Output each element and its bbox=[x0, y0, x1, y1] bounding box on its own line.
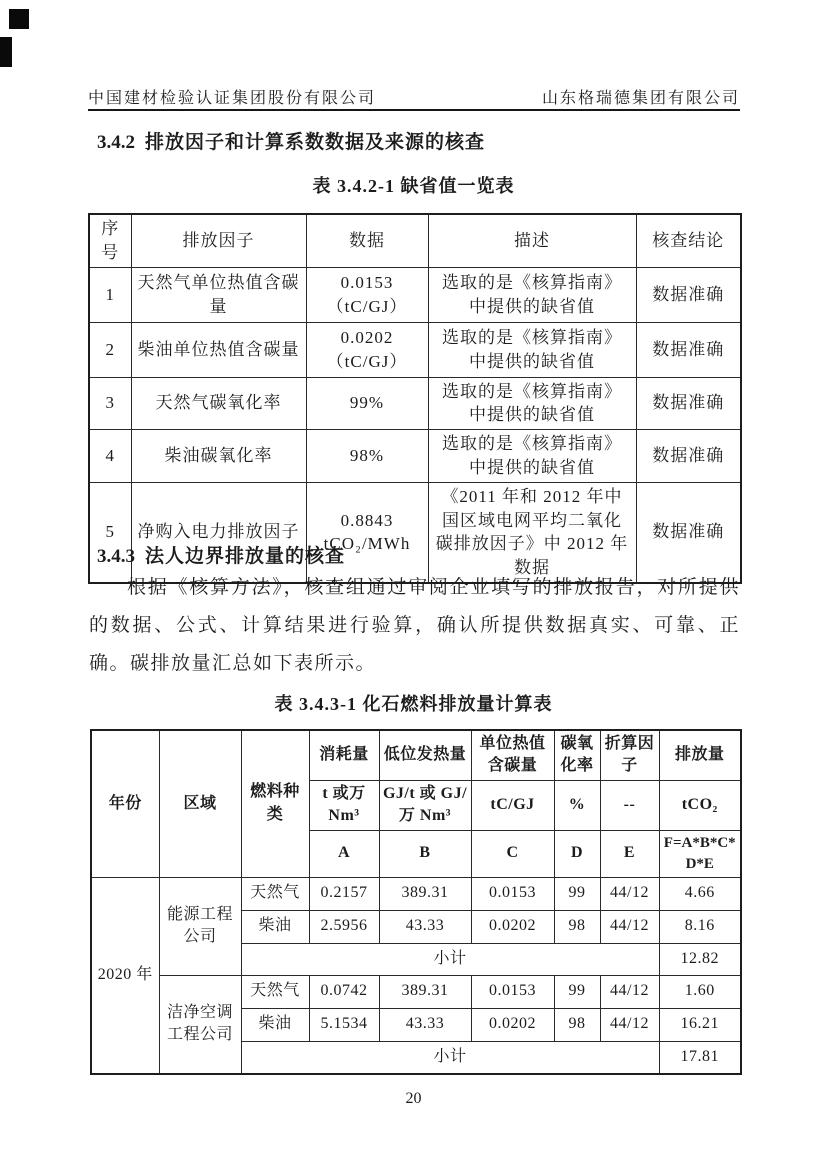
page-number: 20 bbox=[405, 1090, 422, 1107]
section-title: 排放因子和计算系数数据及来源的核查 bbox=[145, 132, 486, 153]
cell-d: 99 bbox=[554, 877, 600, 910]
unit-carbon: tC/GJ bbox=[471, 780, 554, 830]
default-values-table bbox=[88, 213, 742, 584]
unit-ncv: GJ/t 或 GJ/万 Nm³ bbox=[379, 780, 471, 830]
cell-d: 98 bbox=[554, 910, 600, 943]
cell-f: 1.60 bbox=[659, 975, 741, 1008]
header-left-company: 中国建材检验认证集团股份有限公司 bbox=[88, 90, 377, 107]
subtotal-label: 小计 bbox=[241, 943, 659, 975]
letter-e: E bbox=[600, 830, 659, 877]
cell-factor: 天然气单位热值含碳量 bbox=[131, 267, 306, 322]
table2-col-region: 区域 bbox=[159, 730, 241, 877]
cell-description: 《2011 年和 2012 年中国区域电网平均二氧化碳排放因子》中 2012 年数据 bbox=[428, 482, 636, 583]
cell-a: 0.2157 bbox=[309, 877, 379, 910]
table2-col-carbon-content: 单位热值含碳量 bbox=[471, 730, 554, 780]
running-header bbox=[88, 85, 740, 108]
table2-col-emission: 排放量 bbox=[659, 730, 741, 780]
subtotal-value: 17.81 bbox=[659, 1041, 741, 1074]
cell-fuel: 天然气 bbox=[241, 975, 309, 1008]
table-row bbox=[89, 267, 741, 322]
cell-e: 44/12 bbox=[600, 975, 659, 1008]
cell-a: 0.0742 bbox=[309, 975, 379, 1008]
letter-c: C bbox=[471, 830, 554, 877]
cell-conclusion: 数据准确 bbox=[636, 322, 741, 377]
letter-d: D bbox=[554, 830, 600, 877]
table1-col-description: 描述 bbox=[428, 214, 636, 267]
cell-data: 0.0153（tC/GJ） bbox=[306, 267, 428, 322]
cell-d: 98 bbox=[554, 1008, 600, 1041]
cell-fuel: 天然气 bbox=[241, 877, 309, 910]
cell-e: 44/12 bbox=[600, 910, 659, 943]
cell-f: 8.16 bbox=[659, 910, 741, 943]
cell-f: 4.66 bbox=[659, 877, 741, 910]
cell-index: 1 bbox=[89, 267, 131, 322]
cell-data: 98% bbox=[306, 430, 428, 483]
cell-factor: 柴油单位热值含碳量 bbox=[131, 322, 306, 377]
subtotal-value: 12.82 bbox=[659, 943, 741, 975]
cell-c: 0.0202 bbox=[471, 1008, 554, 1041]
letter-b: B bbox=[379, 830, 471, 877]
cell-index: 4 bbox=[89, 430, 131, 483]
table2-title: 表 3.4.3-1 化石燃料排放量计算表 bbox=[274, 694, 553, 714]
cell-description: 选取的是《核算指南》中提供的缺省值 bbox=[428, 377, 636, 430]
header-right-company: 山东格瑞德集团有限公司 bbox=[541, 90, 740, 107]
cell-index: 2 bbox=[89, 322, 131, 377]
cell-region: 洁净空调工程公司 bbox=[159, 975, 241, 1074]
table2-col-year: 年份 bbox=[91, 730, 159, 877]
section-number: 3.4.3 bbox=[97, 546, 135, 567]
body-paragraph: 根据《核算方法》，核查组通过审阅企业填写的排放报告，对所提供的数据、公式、计算结果进行验算，确认所提供数据真实、可靠、正确。碳排放量汇总如下表所示。 bbox=[89, 577, 740, 674]
unit-oxidation: % bbox=[554, 780, 600, 830]
unit-quantity: t 或万 Nm³ bbox=[309, 780, 379, 830]
cell-b: 389.31 bbox=[379, 975, 471, 1008]
table1-col-conclusion: 核查结论 bbox=[636, 214, 741, 267]
table1-col-index: 序号 bbox=[89, 214, 131, 267]
cell-a: 2.5956 bbox=[309, 910, 379, 943]
table-row bbox=[91, 877, 741, 910]
letter-f-formula: F=A*B*C*D*E bbox=[659, 830, 741, 877]
cell-b: 43.33 bbox=[379, 910, 471, 943]
cell-b: 43.33 bbox=[379, 1008, 471, 1041]
section-heading-343 bbox=[97, 541, 345, 568]
letter-a: A bbox=[309, 830, 379, 877]
cell-conclusion: 数据准确 bbox=[636, 267, 741, 322]
subtotal-label: 小计 bbox=[241, 1041, 659, 1074]
table-row bbox=[89, 430, 741, 483]
table1-header-row bbox=[89, 214, 741, 267]
section-heading-342 bbox=[97, 127, 485, 154]
cell-description: 选取的是《核算指南》中提供的缺省值 bbox=[428, 267, 636, 322]
fossil-fuel-emissions-table bbox=[90, 729, 742, 1075]
table1-col-factor: 排放因子 bbox=[131, 214, 306, 267]
table1-col-data: 数据 bbox=[306, 214, 428, 267]
cell-data: 99% bbox=[306, 377, 428, 430]
table2-header-row bbox=[91, 730, 741, 780]
table2-col-oxidation: 碳氧化率 bbox=[554, 730, 600, 780]
header-rule bbox=[88, 109, 740, 111]
table-row bbox=[89, 322, 741, 377]
cell-factor: 净购入电力排放因子 bbox=[131, 482, 306, 583]
cell-conclusion: 数据准确 bbox=[636, 482, 741, 583]
cell-conclusion: 数据准确 bbox=[636, 377, 741, 430]
cell-year: 2020 年 bbox=[91, 877, 159, 1074]
table-row bbox=[91, 975, 741, 1008]
cell-description: 选取的是《核算指南》中提供的缺省值 bbox=[428, 322, 636, 377]
cell-data: 0.0202（tC/GJ） bbox=[306, 322, 428, 377]
section-number: 3.4.2 bbox=[97, 132, 135, 153]
table2-col-factor: 折算因子 bbox=[600, 730, 659, 780]
section-title: 法人边界排放量的核查 bbox=[145, 546, 346, 567]
table2-col-ncv: 低位发热量 bbox=[379, 730, 471, 780]
table2-col-quantity: 消耗量 bbox=[309, 730, 379, 780]
cell-a: 5.1534 bbox=[309, 1008, 379, 1041]
cell-c: 0.0153 bbox=[471, 877, 554, 910]
cell-data: 0.8843 tCO₂/MWh bbox=[306, 482, 428, 583]
cell-description: 选取的是《核算指南》中提供的缺省值 bbox=[428, 430, 636, 483]
cell-fuel: 柴油 bbox=[241, 1008, 309, 1041]
scan-artifact-corner bbox=[9, 9, 29, 29]
cell-c: 0.0202 bbox=[471, 910, 554, 943]
cell-e: 44/12 bbox=[600, 1008, 659, 1041]
table1-title: 表 3.4.2-1 缺省值一览表 bbox=[312, 176, 515, 196]
cell-d: 99 bbox=[554, 975, 600, 1008]
cell-b: 389.31 bbox=[379, 877, 471, 910]
cell-c: 0.0153 bbox=[471, 975, 554, 1008]
unit-emission: tCO₂ bbox=[659, 780, 741, 830]
unit-factor: -- bbox=[600, 780, 659, 830]
cell-factor: 柴油碳氧化率 bbox=[131, 430, 306, 483]
table2-col-fuel-type: 燃料种类 bbox=[241, 730, 309, 877]
cell-f: 16.21 bbox=[659, 1008, 741, 1041]
cell-conclusion: 数据准确 bbox=[636, 430, 741, 483]
cell-index: 5 bbox=[89, 482, 131, 583]
cell-region: 能源工程公司 bbox=[159, 877, 241, 975]
cell-index: 3 bbox=[89, 377, 131, 430]
table-row bbox=[89, 377, 741, 430]
cell-factor: 天然气碳氧化率 bbox=[131, 377, 306, 430]
cell-e: 44/12 bbox=[600, 877, 659, 910]
scan-artifact-edge bbox=[0, 37, 12, 67]
cell-fuel: 柴油 bbox=[241, 910, 309, 943]
